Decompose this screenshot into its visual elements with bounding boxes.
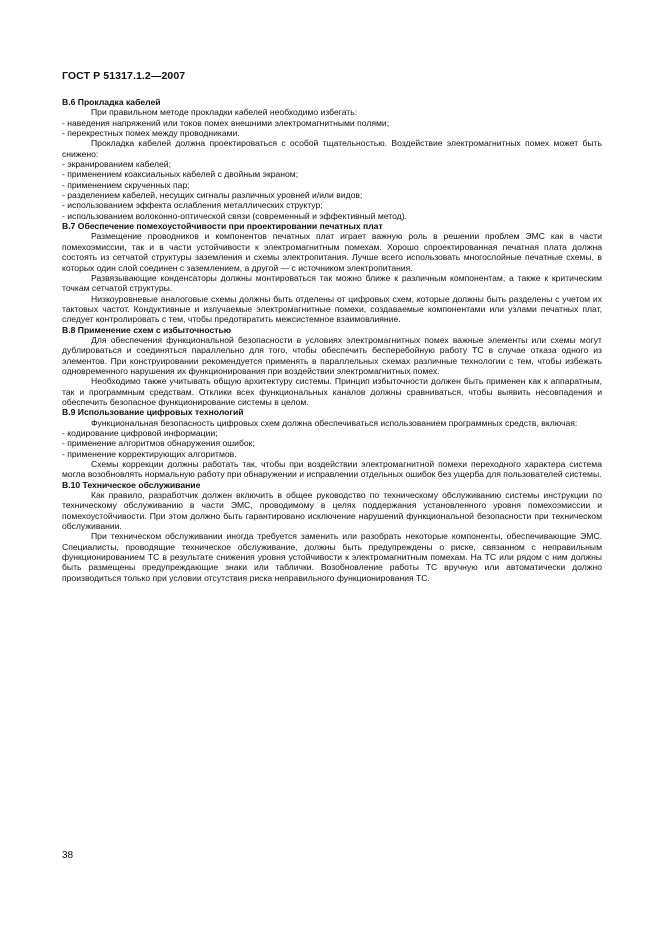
list-item: - использованием волоконно-оптической связи (современный и эффективный метод).	[62, 210, 407, 221]
list-item: - применением коаксиальных кабелей с двойным экраном;	[62, 169, 299, 180]
section-heading-b6: В.6 Прокладка кабелей	[62, 97, 161, 107]
section-heading-b9: В.9 Использование цифровых технологий	[62, 407, 244, 418]
paragraph: Схемы коррекции должны работать так, чтобы при воздействии электромагнитной помехи переходного характера система могла возобновлять нормальную работу при обнаружении и исправлении отдельных ошибок без ущерба для пользователей системы.	[62, 459, 602, 480]
paragraph: Развязывающие конденсаторы должны монтироваться так можно ближе к различным компонентам, а также к критическим точкам сетчатой структуры.	[62, 272, 602, 294]
paragraph: Прокладка кабелей должна проектироваться с особой тщательностью. Воздействие электромагнитных помех может быть снижено:	[62, 138, 602, 159]
page-number: 38	[62, 850, 74, 861]
section-heading-b8: В.8 Применение схем с избыточностью	[62, 324, 232, 335]
list-item: - применение корректирующих алгоритмов.	[62, 448, 237, 459]
paragraph: Размещение проводников и компонентов печатных плат играет важную роль в решении проблем ЭМС как в части помехоэмиссии, так и в части устойчивости к электромагнитным помехам. Хорошо спроектированная печатная плата должна состоять из сетчатой структуры заземления и схемы электропитания. Лучше всего использовать многослойные печатные схемы, в которых один слой соединен с заземлением, а другой — с источником электропитания.	[62, 231, 602, 273]
page-body	[62, 97, 602, 583]
list-item: - наведения напряжений или токов помех внешними электромагнитными полями;	[62, 117, 390, 128]
section-heading-b10: В.10 Техническое обслуживание	[62, 479, 201, 490]
paragraph: Функциональная безопасность цифровых схем должна обеспечиваться использованием программных средств, включая:	[91, 417, 578, 428]
list-item: - экранированием кабелей;	[62, 159, 171, 170]
list-item: - кодирование цифровой информации;	[62, 428, 218, 438]
paragraph: При техническом обслуживании иногда требуется заменить или разобрать некоторые компоненты, обеспечивающие ЭМС. Специалисты, проводящие техническое обслуживание, должны быть предупреждены о риске, связанном с неправильным функционированием ТС в результате снижения уровня устойчивости к электромагнитным помехам. На ТС или рядом с ним должны быть размещены предупреждающие знаки или таблички. Возобновление работы ТС вручную или автоматически должно производиться только при условии отсутствия риска неправильного функционирования ТС.	[62, 531, 602, 583]
paragraph: Как правило, разработчик должен включить в общее руководство по техническому обслуживанию системы инструкции по техническому обслуживанию в части ЭМС, проводимому в целях поддержания установленного уровня помехоэмиссии и помехоустойчивости. При этом должно быть гарантировано исключение нарушений функциональной безопасности при техническом обслуживании.	[62, 490, 602, 532]
paragraph: При правильном методе прокладки кабелей необходимо избегать:	[91, 107, 358, 118]
section-heading-b7: В.7 Обеспечение помехоустойчивости при проектировании печатных плат	[62, 221, 383, 232]
document-header: ГОСТ Р 51317.1.2—2007	[62, 70, 186, 82]
list-item: - разделением кабелей, несущих сигналы различных уровней и/или видов;	[62, 190, 363, 201]
list-item: - применением скрученных пар;	[62, 179, 190, 190]
paragraph: Для обеспечения функциональной безопасности в условиях электромагнитных помех важные элементы или схемы могут дублироваться и соединяться параллельно для того, чтобы обеспечить бесперебойную работу ТС в случае отказа одного из элементов. При конструировании рекомендуется применять в параллельных схемах различные технологии с тем, чтобы избежать одновременного нарушения их функционирования при воздействии электромагнитных помех.	[62, 334, 602, 376]
list-item: - использованием эффекта ослабления металлических структур;	[62, 200, 323, 211]
list-item: - перекрестных помех между проводниками.	[62, 128, 240, 139]
list-item: - применение алгоритмов обнаружения ошибок;	[62, 438, 255, 449]
paragraph: Необходимо также учитывать общую архитектуру системы. Принцип избыточности должен быть применен как к аппаратным, так и программным средствам. Отклики всех функциональных каналов должны сравниваться, чтобы выявить несовпадения и обеспечить безопасное функционирование системы в целом.	[62, 376, 602, 407]
paragraph: Низкоуровневые аналоговые схемы должны быть отделены от цифровых схем, которые должны быть разделены с учетом их тактовых частот. Кондуктивные и излучаемые электромагнитные помехи, создаваемые компонентами или узлами печатных плат, следует контролировать с тем, чтобы предотвратить межсистемное взаимовлияние.	[62, 293, 602, 325]
